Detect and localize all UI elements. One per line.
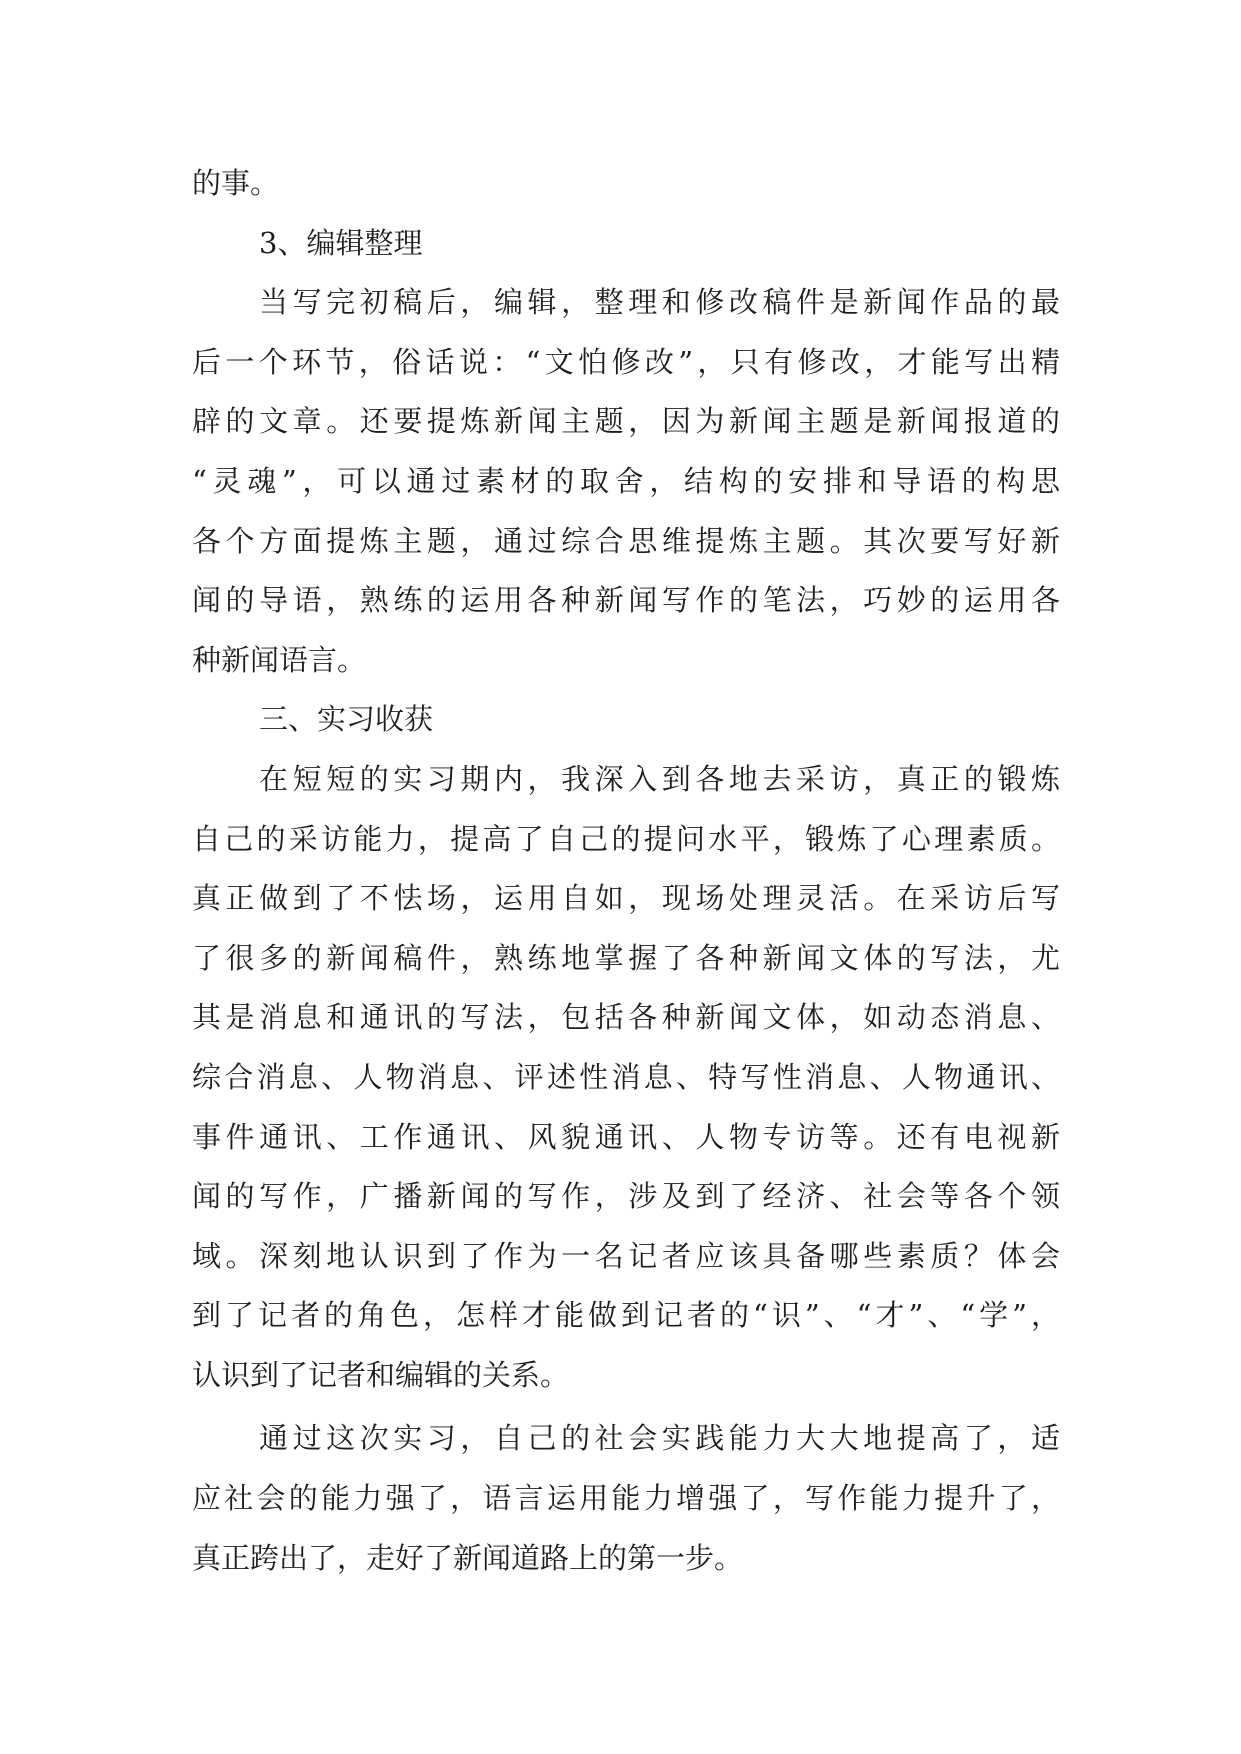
text-line: 通过这次实习，自己的社会实践能力大大地提高了，适 [259,1421,1060,1456]
text-line: 自己的采访能力，提高了自己的提问水平，锻炼了心理素质。 [192,821,1060,856]
text-line: 当写完初稿后，编辑，整理和修改稿件是新闻作品的最 [259,285,1060,320]
text-line: 在短短的实习期内，我深入到各地去采访，真正的锻炼 [259,761,1060,796]
text-line: 后一个环节，俗话说：“文怕修改”，只有修改，才能写出精 [192,344,1060,379]
text-line: 各个方面提炼主题，通过综合思维提炼主题。其次要写好新 [192,523,1060,558]
text-line: 到了记者的角色，怎样才能做到记者的“识”、“才”、“学”， [192,1298,1060,1333]
paragraph-conclusion [192,1409,1060,1588]
text-line: 了很多的新闻稿件，熟练地掌握了各种新闻文体的写法，尤 [192,940,1060,975]
text-line: 综合消息、人物消息、评述性消息、特写性消息、人物通讯、 [192,1059,1060,1094]
text-line: 闻的写作，广播新闻的写作，涉及到了经济、社会等各个领 [192,1179,1060,1214]
paragraph-gains [192,750,1060,1406]
text-line: 认识到了记者和编辑的关系。 [192,1357,570,1392]
text-line: 的事。 [192,166,280,200]
text-line: 辟的文章。还要提炼新闻主题，因为新闻主题是新闻报道的 [192,404,1060,439]
section-heading: 三、实习收获 [259,702,434,737]
text-line: 闻的导语，熟练的运用各种新闻写作的笔法，巧妙的运用各 [192,583,1060,618]
text-line: 其是消息和通讯的写法，包括各种新闻文体，如动态消息、 [192,1000,1060,1035]
paragraph-continuation [192,154,1060,214]
text-line: 应社会的能力强了，语言运用能力增强了，写作能力提升了， [192,1481,1060,1516]
subheading: 3、编辑整理 [259,225,423,260]
paragraph-editing [192,273,1060,690]
section-heading-gains [192,690,1060,750]
text-line: 事件通讯、工作通讯、风貌通讯、人物专访等。还有电视新 [192,1119,1060,1154]
text-line: 真正跨出了，走好了新闻道路上的第一步。 [192,1540,744,1575]
text-line: 种新闻语言。 [192,642,367,677]
text-line: 真正做到了不怯场，运用自如，现场处理灵活。在采访后写 [192,881,1060,916]
body-text [192,154,1060,1588]
text-line: 域。深刻地认识到了作为一名记者应该具备哪些素质？体会 [192,1238,1060,1273]
section-heading-editing [192,214,1060,274]
text-line: “灵魂”，可以通过素材的取舍，结构的安排和导语的构思 [192,463,1060,498]
